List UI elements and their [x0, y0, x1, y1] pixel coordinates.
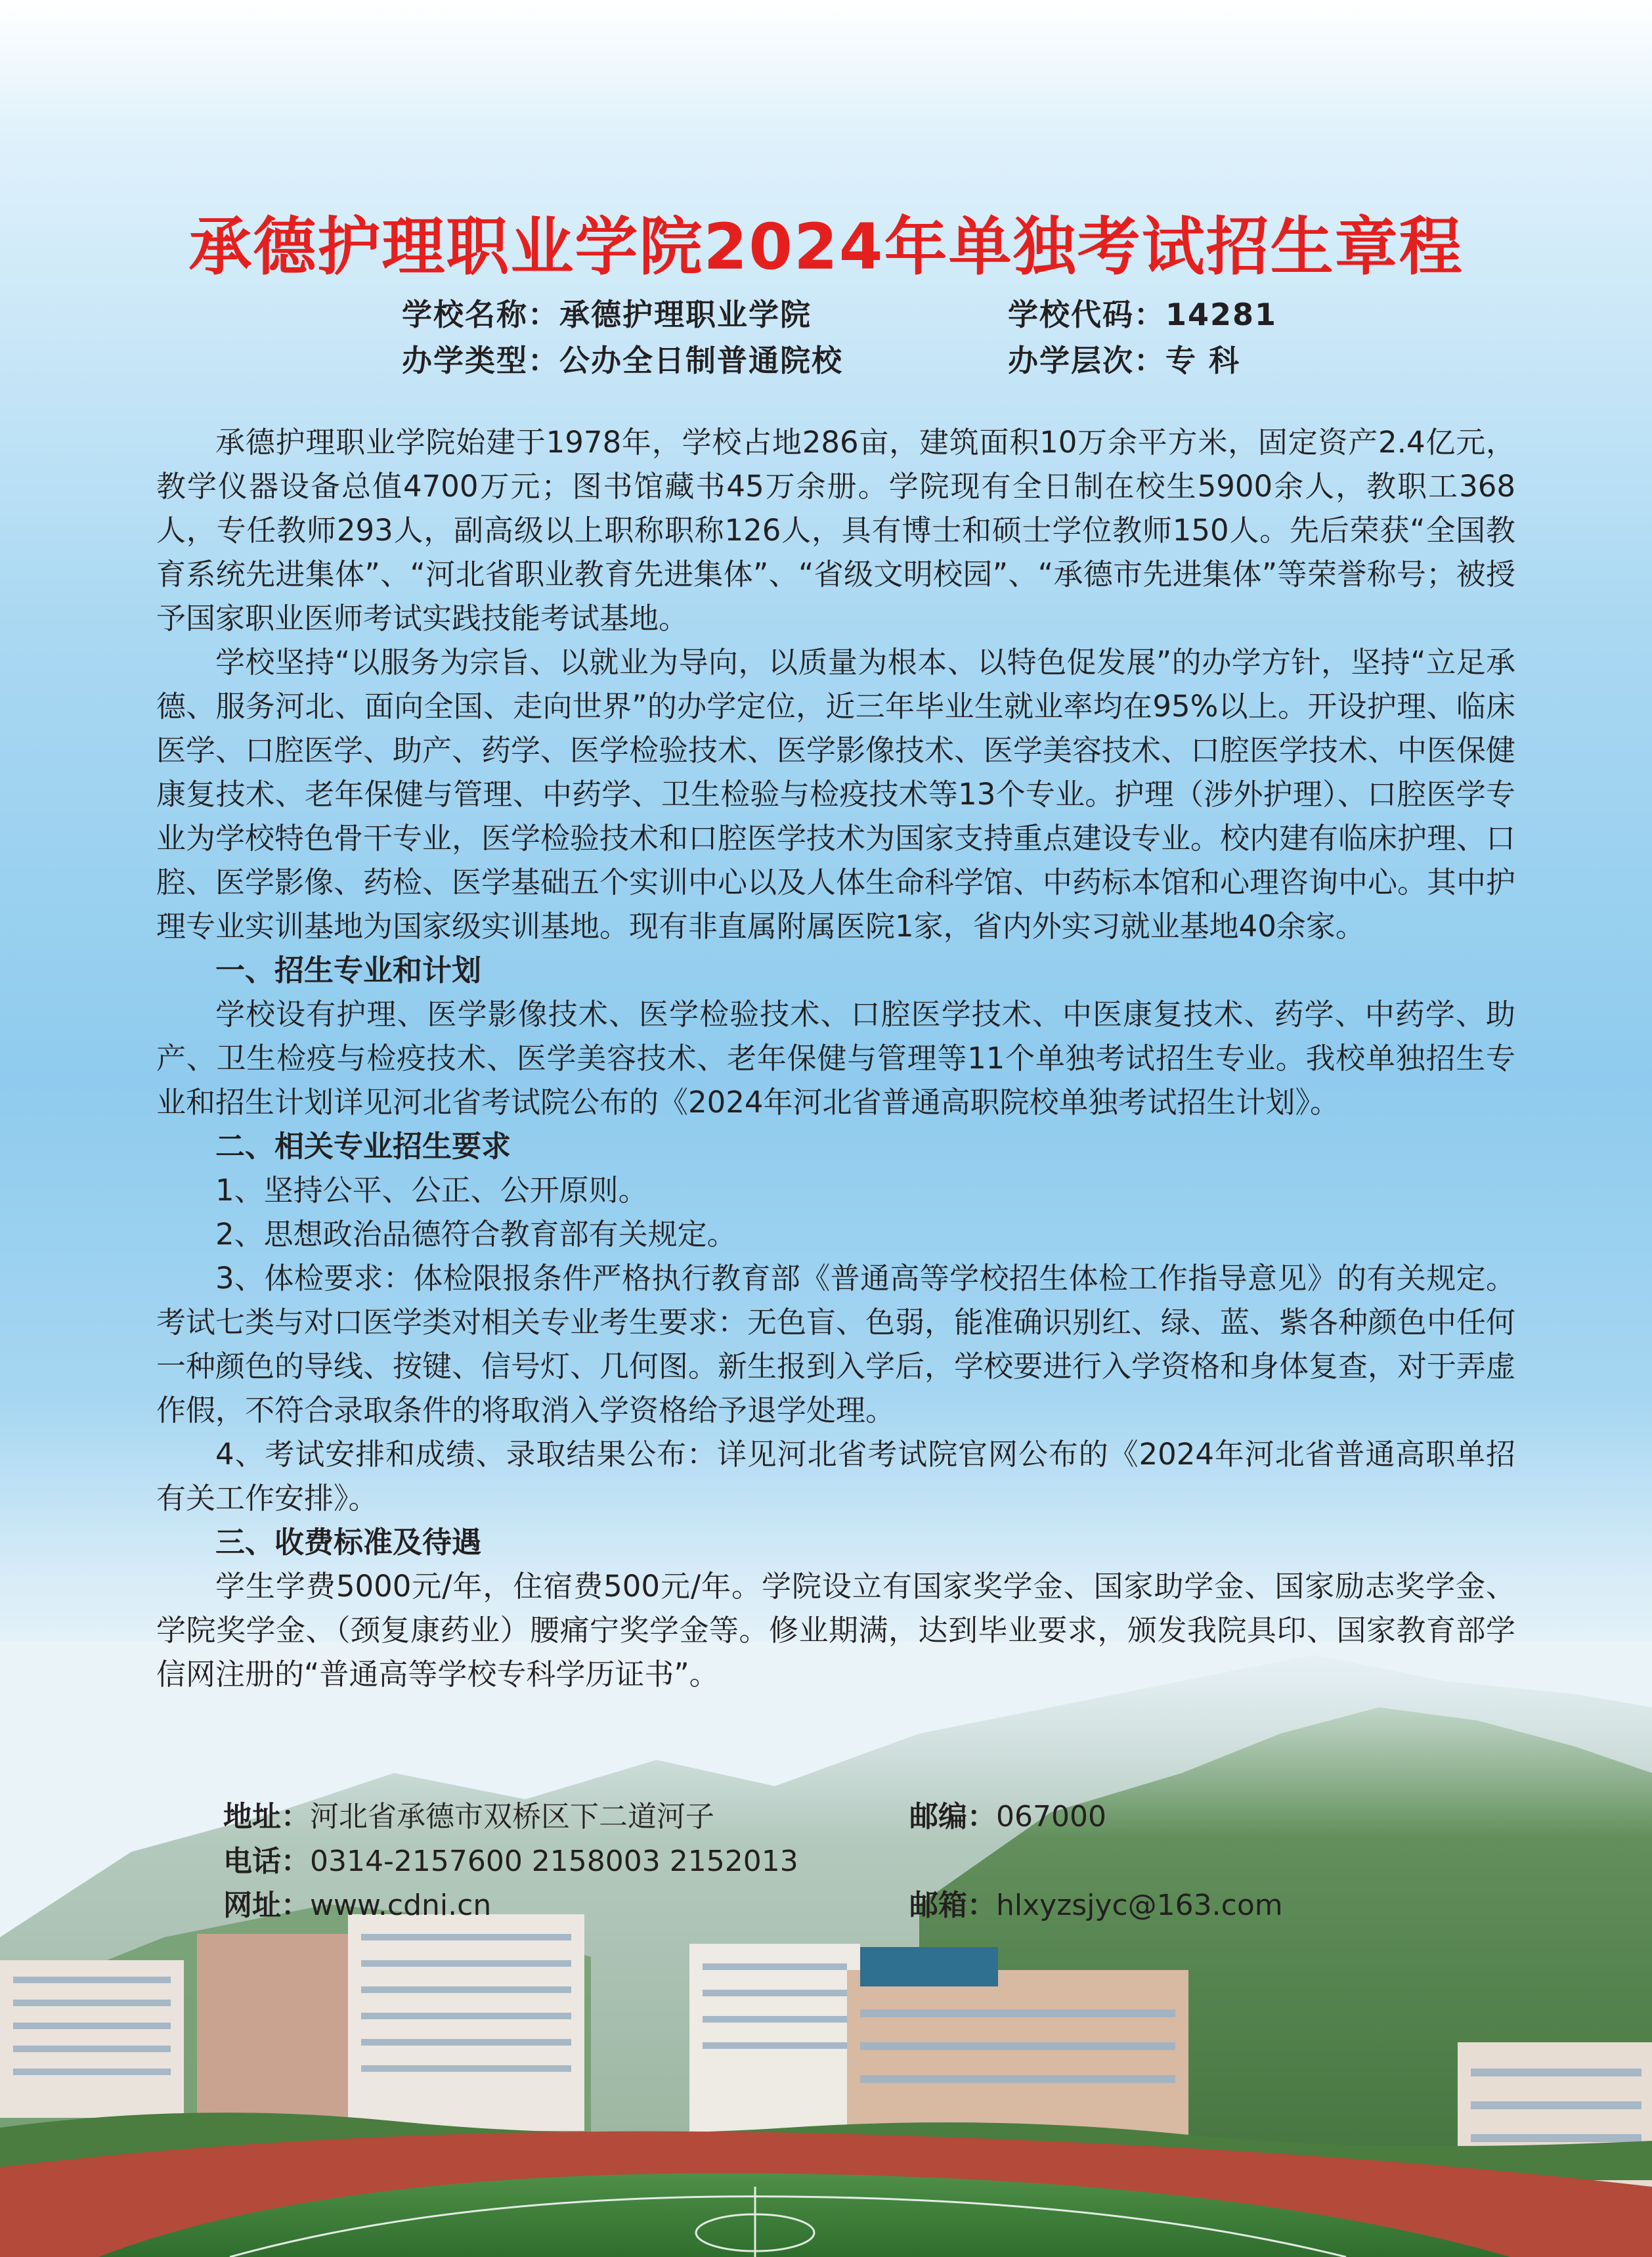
website-row [223, 1891, 491, 1920]
section-paragraph: 3、体检要求：体检限报条件严格执行教育部《普通高等学校招生体检工作指导意见》的有关规定。考试七类与对口医学类对相关专业考生要求：无色盲、色弱，能准确识别红、绿、蓝、紫各种颜色中任何一种颜色的导线、按键、信号灯、几何图。新生报到入学后，学校要进行入学资格和身体复查，对于弄虚作假，不符合录取条件的将取消入学资格给予退学处理。 [156, 1261, 1516, 1428]
school-type-row [402, 345, 843, 376]
postcode-label: 邮编： [909, 1800, 996, 1833]
intro-paragraph: 承德护理职业学院始建于1978年，学校占地286亩，建筑面积10万余平方米，固定资产2.4亿元，教学仪器设备总值4700万元；图书馆藏书45万余册。学院现有全日制在校生5900余人，教职工368人，专任教师293人，副高级以上职称职称126人，具有博士和硕士学位教师150人。先后荣获“全国教育系统先进集体”、“河北省职业教育先进集体”、“省级文明校园”、“承德市先进集体”等荣誉称号；被授予国家职业医师考试实践技能考试基地。 [156, 425, 1515, 636]
school-name-value: 承德护理职业学院 [559, 297, 812, 332]
school-type-value: 公办全日制普通院校 [559, 343, 843, 378]
section-paragraph: 4、考试安排和成绩、录取结果公布：详见河北省考试院官网公布的《2024年河北省普通高职单招有关工作安排》。 [156, 1437, 1515, 1516]
school-type-label: 办学类型： [402, 343, 559, 378]
section-paragraph: 学校设有护理、医学影像技术、医学检验技术、口腔医学技术、中医康复技术、药学、中药学、助产、卫生检疫与检疫技术、医学美容技术、老年保健与管理等11个单独考试招生专业。我校单独招生专业和招生计划详见河北省考试院公布的《2024年河北省普通高职院校单独考试招生计划》。 [156, 997, 1515, 1120]
website-label: 网址： [223, 1889, 310, 1922]
section-paragraph: 学生学费5000元/年，住宿费500元/年。学院设立有国家奖学金、国家助学金、国家励志奖学金、学院奖学金、（颈复康药业）腰痛宁奖学金等。修业期满，达到毕业要求，颁发我院具印、国家教育部学信网注册的“普通高等学校专科学历证书”。 [156, 1569, 1515, 1692]
school-name-row [402, 299, 812, 330]
address-label: 地址： [223, 1800, 310, 1833]
school-code-value: 14281 [1165, 297, 1278, 332]
school-code-row [1008, 299, 1277, 330]
intro-paragraph: 学校坚持“以服务为宗旨、以就业为导向，以质量为根本、以特色促发展”的办学方针，坚持“立足承德、服务河北、面向全国、走向世界”的办学定位，近三年毕业生就业率均在95%以上。开设护理、临床医学、口腔医学、助产、药学、医学检验技术、医学影像技术、医学美容技术、口腔医学技术、中医保健康复技术、老年保健与管理、中药学、卫生检验与检疫技术等13个专业。护理（涉外护理）、口腔医学专业为学校特色骨干专业，医学检验技术和口腔医学技术为国家支持重点建设专业。校内建有临床护理、口腔、医学影像、药检、医学基础五个实训中心以及人体生命科学馆、中药标本馆和心理咨询中心。其中护理专业实训基地为国家级实训基地。现有非直属附属医院1家，省内外实习就业基地40余家。 [156, 645, 1516, 944]
section-heading: 三、收费标准及待遇 [215, 1525, 482, 1560]
school-level-label: 办学层次： [1008, 343, 1165, 378]
school-level-value: 专 科 [1165, 343, 1241, 378]
school-level-row [1008, 345, 1240, 376]
school-code-label: 学校代码： [1008, 297, 1165, 332]
page-title: 承德护理职业学院2024年单独考试招生章程 [188, 210, 1464, 284]
section-paragraph: 1、坚持公平、公正、公开原则。 [215, 1173, 648, 1208]
section-paragraph: 2、思想政治品德符合教育部有关规定。 [215, 1217, 737, 1252]
school-name-label: 学校名称： [402, 297, 559, 332]
postcode-value: 067000 [996, 1800, 1106, 1833]
phone-label: 电话： [223, 1845, 310, 1878]
phone-value: 0314-2157600 2158003 2152013 [310, 1845, 798, 1878]
address-row [223, 1800, 714, 1833]
email-row [909, 1891, 1283, 1920]
address-value: 河北省承德市双桥区下二道河子 [310, 1800, 714, 1833]
section-heading: 二、相关专业招生要求 [215, 1129, 511, 1164]
postcode-row [909, 1800, 1106, 1833]
email-label: 邮箱： [909, 1889, 996, 1922]
phone-row [223, 1847, 798, 1876]
charter-body [156, 420, 1515, 1696]
website-link[interactable]: www.cdni.cn [310, 1889, 492, 1922]
section-heading: 一、招生专业和计划 [215, 953, 482, 988]
email-link[interactable]: hlxyzsjyc@163.com [996, 1889, 1283, 1922]
